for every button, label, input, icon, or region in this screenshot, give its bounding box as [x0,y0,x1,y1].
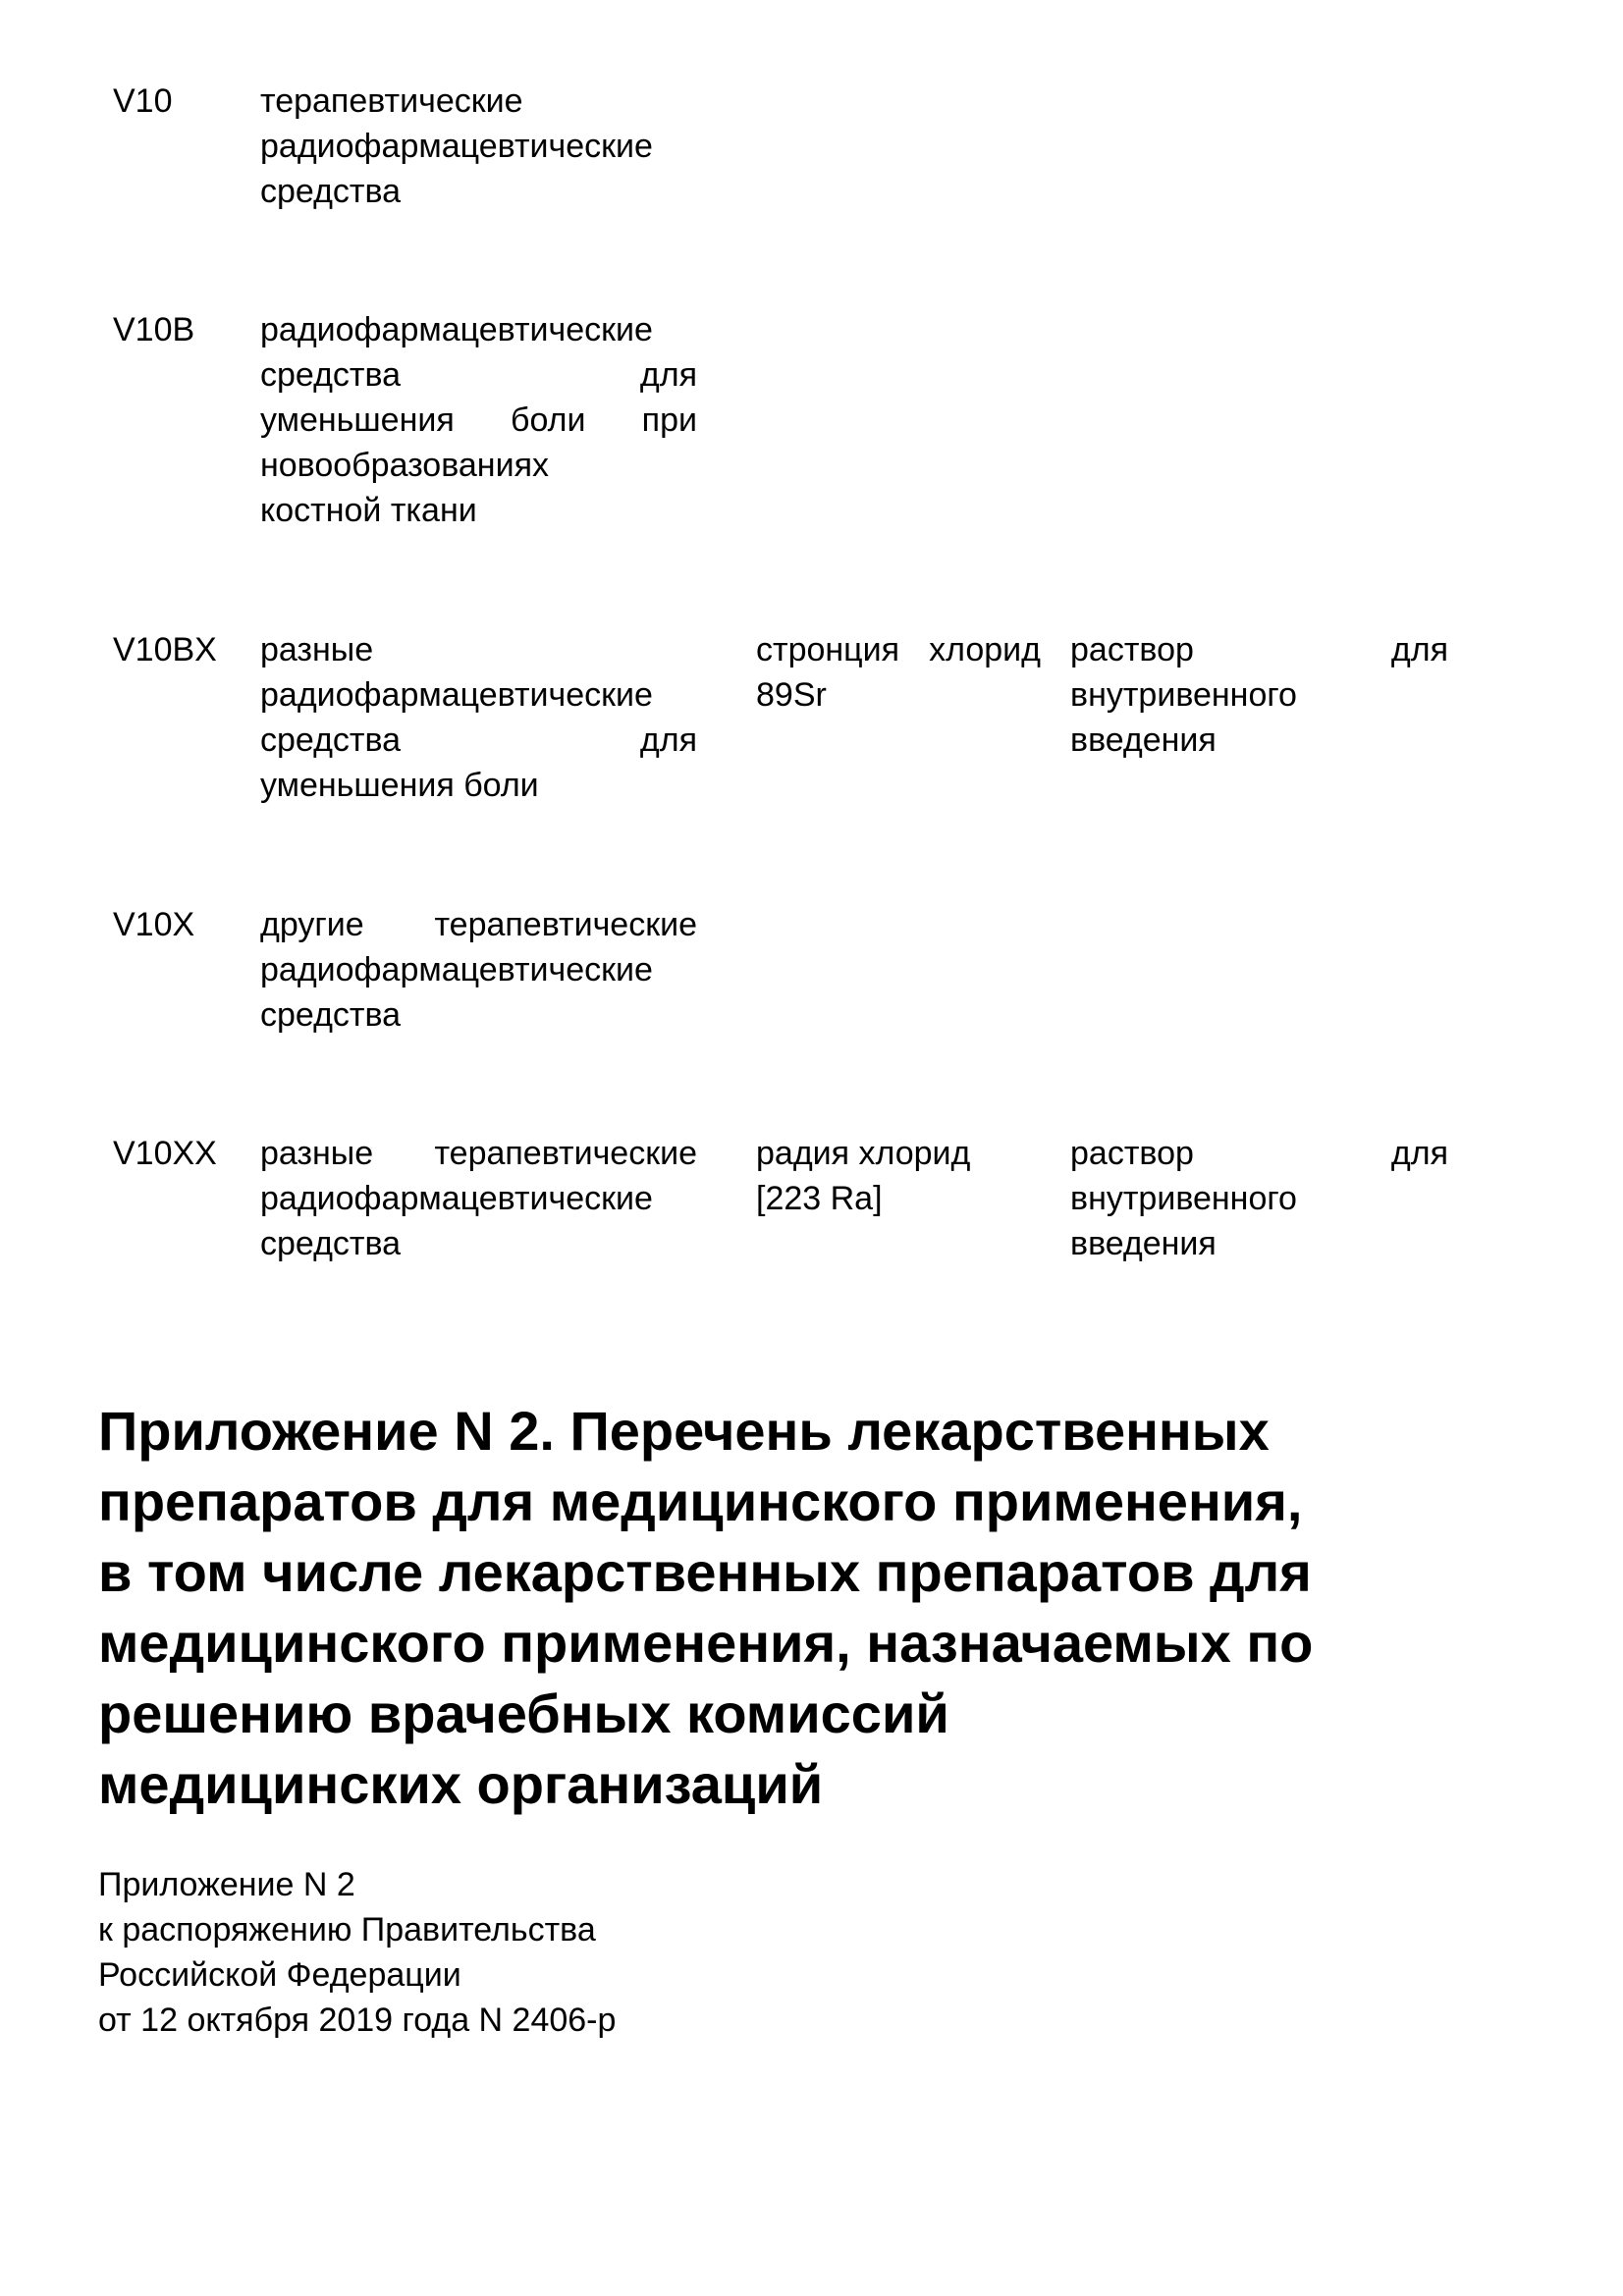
group-line: терапевтические [260,82,523,120]
word: хлорид [929,631,1041,668]
word: стронция [756,631,900,668]
atc-group-name [260,1131,727,1288]
table-row [113,307,1448,627]
table-row [113,902,1448,1131]
atc-group-name [260,307,727,627]
word: боли [510,401,586,439]
atc-code: V10X [113,906,195,943]
group-line: радиофармацевтические [260,951,653,988]
table-row [113,79,1448,307]
dosage-form [1070,1131,1448,1288]
table-row [113,1131,1448,1288]
title-line: в том числе лекарственных препаратов для [98,1541,1312,1603]
group-line: разные [260,631,374,668]
group-line: средства [260,1225,402,1262]
group-line: радиофармацевтические [260,1180,653,1217]
group-line: средства [260,996,402,1034]
drug-line: радия хлорид [756,1135,971,1172]
dosage-form [1070,79,1448,307]
drug-line [756,627,1041,672]
group-line [260,352,697,398]
form-line [1070,627,1448,672]
group-line: средства [260,173,402,210]
word: терапевтические [434,1135,697,1172]
drug-line: [223 Ra] [756,1180,883,1217]
word: для [639,356,697,394]
note-line: Российской Федерации [98,1956,461,1994]
group-line: радиофармацевтические [260,311,653,348]
word: при [641,401,697,439]
word: другие [260,906,364,943]
word: для [1390,1135,1448,1172]
drug-name [727,627,1070,902]
atc-code: V10 [113,82,173,120]
word: разные [260,1135,374,1172]
drug-name [727,79,1070,307]
page-title [98,1396,1492,1820]
word: уменьшения [260,401,455,439]
group-line: новообразованиях [260,447,549,484]
word: для [1390,631,1448,668]
group-line: уменьшения боли [260,767,539,804]
appendix-note [98,1862,616,2043]
word: раствор [1070,631,1194,668]
dosage-form [1070,902,1448,1131]
form-line: введения [1070,1225,1217,1262]
word: для [639,721,697,759]
dosage-form [1070,307,1448,627]
atc-code: V10XX [113,1135,217,1172]
title-line: медицинского применения, назначаемых по [98,1612,1314,1674]
group-line: радиофармацевтические [260,676,653,714]
table-row [113,627,1448,902]
note-line: к распоряжению Правительства [98,1911,596,1949]
drug-table [113,79,1448,1288]
title-line: Приложение N 2. Перечень лекарственных [98,1400,1270,1462]
group-line: радиофармацевтические [260,128,653,165]
group-line [260,902,697,947]
group-line: костной ткани [260,492,477,529]
drug-name [727,902,1070,1131]
title-line: препаратов для медицинского применения, [98,1470,1303,1532]
group-line [260,398,697,443]
group-line [260,1131,697,1176]
drug-name [727,307,1070,627]
note-line: от 12 октября 2019 года N 2406-р [98,2002,617,2039]
word: терапевтические [434,906,697,943]
title-line: медицинских организаций [98,1753,824,1815]
form-line [1070,1131,1448,1176]
word: раствор [1070,1135,1194,1172]
word: средства [260,721,402,759]
atc-group-name [260,627,727,902]
group-line [260,718,697,763]
atc-code: V10B [113,311,195,348]
atc-group-name [260,902,727,1131]
word: средства [260,356,402,394]
form-line: внутривенного [1070,676,1297,714]
drug-line: 89Sr [756,676,827,714]
drug-name [727,1131,1070,1288]
note-line: Приложение N 2 [98,1866,355,1903]
atc-group-name [260,79,727,307]
form-line: введения [1070,721,1217,759]
atc-code: V10BX [113,631,217,668]
dosage-form [1070,627,1448,902]
title-line: решению врачебных комиссий [98,1682,949,1744]
form-line: внутривенного [1070,1180,1297,1217]
